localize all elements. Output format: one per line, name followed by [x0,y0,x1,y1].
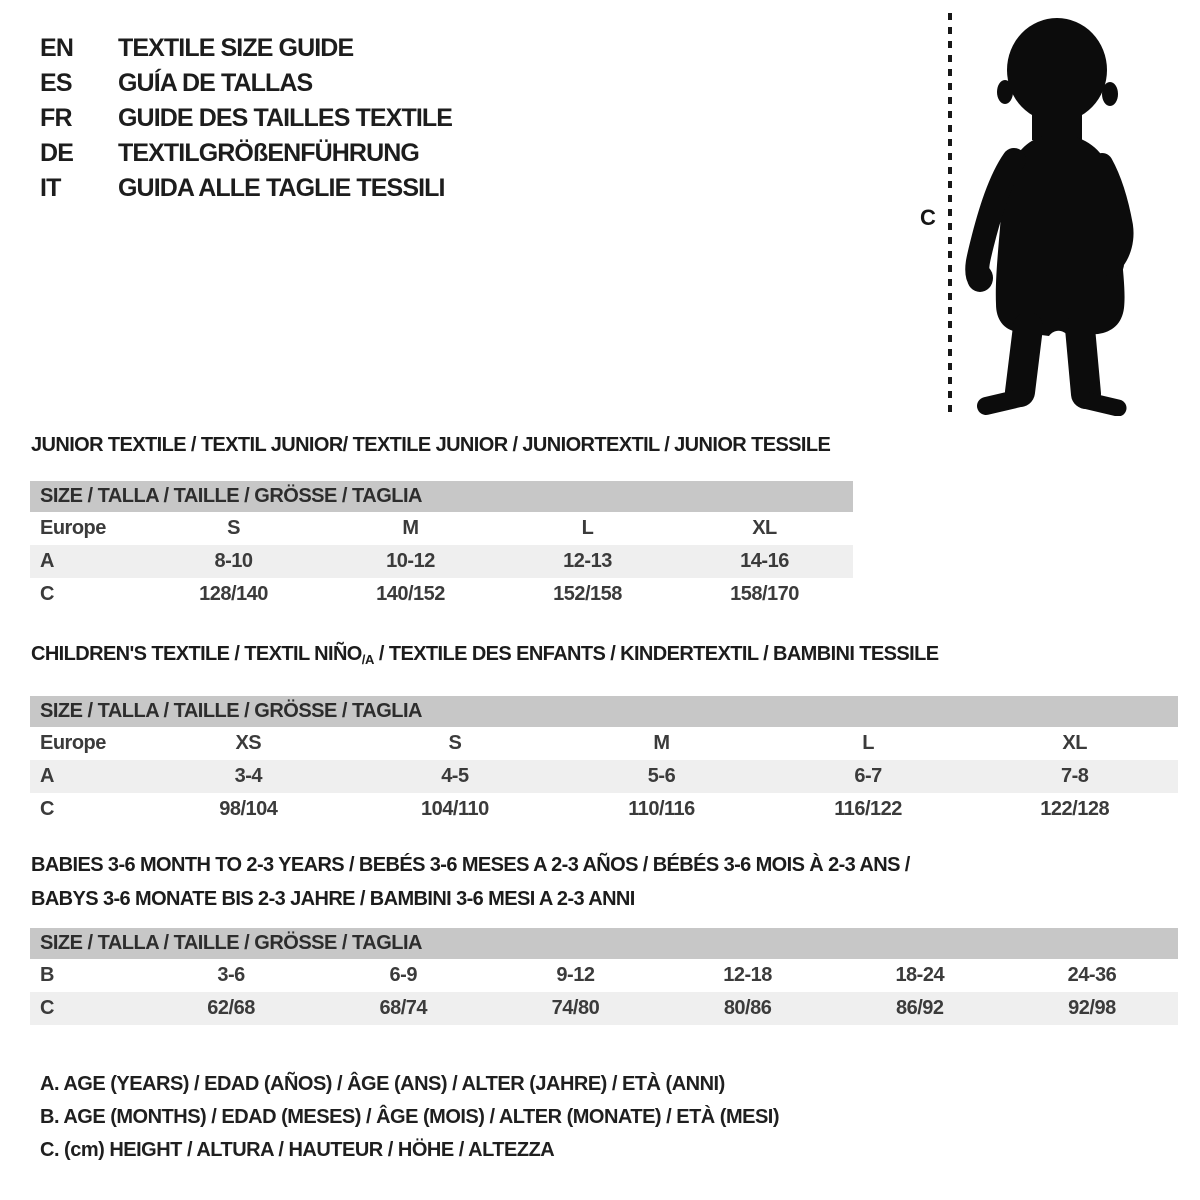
section-title-junior: JUNIOR TEXTILE / TEXTIL JUNIOR/ TEXTILE JUNIOR / JUNIORTEXTIL / JUNIOR TESSILE [31,434,831,456]
language-title: GUIDE DES TAILLES TEXTILE [118,104,453,132]
height-value: 74/80 [551,997,600,1019]
age-value: 6-7 [854,765,882,787]
size-col-l: L [581,517,594,539]
row-label-europe: Europe [40,732,106,754]
height-measure-label: C [920,205,936,230]
height-measure-figure [880,0,1200,440]
row-label-c: C [40,583,54,605]
language-code: FR [40,104,72,132]
language-title: GUÍA DE TALLAS [118,69,313,97]
table-row-europe [30,727,1178,760]
section-title-children [31,643,1178,671]
section-children-textile [30,643,1178,826]
size-col-xl: XL [1062,732,1087,754]
age-value: 3-4 [234,765,262,787]
table-row-months [30,959,1178,992]
height-dashed-line [948,13,952,417]
language-code: ES [40,69,72,97]
size-header-label: SIZE / TALLA / TAILLE / GRÖSSE / TAGLIA [40,700,422,722]
height-value: 86/92 [895,997,944,1019]
title-subscript: /A [361,652,374,667]
table-row-height [30,578,853,611]
height-value: 122/128 [1040,798,1110,820]
height-value: 158/170 [730,583,799,605]
language-code: EN [40,34,74,62]
height-value: 92/98 [1068,997,1116,1019]
height-value: 80/86 [723,997,772,1019]
toddler-silhouette-icon [962,12,1142,416]
row-label-c: C [40,997,54,1019]
height-value: 116/122 [834,798,902,820]
height-value: 62/68 [207,997,255,1019]
months-value: 12-18 [723,964,772,986]
table-row-europe [30,512,853,545]
language-title: GUIDA ALLE TAGLIE TESSILI [118,174,445,202]
row-label-a: A [40,550,54,572]
height-value: 104/110 [421,798,489,820]
title-text: CHILDREN'S TEXTILE / TEXTIL NIÑO [31,643,362,665]
height-value: 110/116 [628,798,695,820]
size-col-s: S [448,732,462,754]
age-value: 14-16 [740,550,789,572]
language-row-en [40,31,452,66]
language-row-fr [40,101,452,136]
table-row-age [30,545,853,578]
section-babies-textile [30,848,1178,1025]
footnote-age-years: A. AGE (YEARS) / EDAD (AÑOS) / ÂGE (ANS) / ALTER (JAHRE) / ETÀ (ANNI) [40,1073,725,1095]
table-row-height [30,992,1178,1025]
size-header-label: SIZE / TALLA / TAILLE / GRÖSSE / TAGLIA [40,932,422,954]
language-title: TEXTILGRÖßENFÜHRUNG [118,139,419,167]
size-header-bar [30,928,1178,959]
height-value: 68/74 [379,997,428,1019]
months-value: 24-36 [1067,964,1117,986]
age-value: 7-8 [1060,765,1089,787]
language-code: DE [40,139,74,167]
language-row-es [40,66,452,101]
size-col-m: M [653,732,670,754]
size-col-xs: XS [235,732,262,754]
age-value: 5-6 [647,765,676,787]
age-value: 8-10 [214,550,253,572]
height-value: 98/104 [219,798,278,820]
size-col-m: M [402,517,419,539]
row-label-a: A [40,765,54,787]
language-title-block [40,31,452,206]
language-code: IT [40,174,61,202]
row-label-europe: Europe [40,517,106,539]
months-value: 9-12 [556,964,595,986]
age-value: 10-12 [386,550,435,572]
months-value: 6-9 [389,964,417,986]
language-row-it [40,171,452,206]
age-value: 4-5 [441,765,469,787]
age-value: 12-13 [563,550,612,572]
language-title: TEXTILE SIZE GUIDE [118,34,354,62]
size-header-bar [30,696,1178,727]
footnote-height-cm: C. (cm) HEIGHT / ALTURA / HAUTEUR / HÖHE / ALTEZZA [40,1139,555,1161]
size-col-xl: XL [752,517,777,539]
row-label-c: C [40,798,54,820]
title-text: / TEXTILE DES ENFANTS / KINDERTEXTIL / BAMBINI TESSILE [373,643,939,665]
footnote-age-months: B. AGE (MONTHS) / EDAD (MESES) / ÂGE (MOIS) / ALTER (MONATE) / ETÀ (MESI) [40,1106,780,1128]
months-value: 3-6 [217,964,245,986]
footnotes-block [40,1068,779,1167]
section-junior-textile [30,434,853,611]
height-value: 128/140 [199,583,268,605]
table-row-age [30,760,1178,793]
height-value: 140/152 [376,583,445,605]
section-title-babies-line1: BABIES 3-6 MONTH TO 2-3 YEARS / BEBÉS 3-6 MESES A 2-3 AÑOS / BÉBÉS 3-6 MOIS À 2-3 ANS / [31,854,910,876]
size-header-bar [30,481,853,512]
table-row-height [30,793,1178,826]
section-title-babies-line2: BABYS 3-6 MONATE BIS 2-3 JAHRE / BAMBINI 3-6 MESI A 2-3 ANNI [31,888,635,910]
height-value: 152/158 [553,583,622,605]
size-col-s: S [227,517,240,539]
size-header-label: SIZE / TALLA / TAILLE / GRÖSSE / TAGLIA [40,485,422,507]
months-value: 18-24 [895,964,945,986]
language-row-de [40,136,452,171]
row-label-b: B [40,964,54,986]
size-col-l: L [862,732,874,754]
